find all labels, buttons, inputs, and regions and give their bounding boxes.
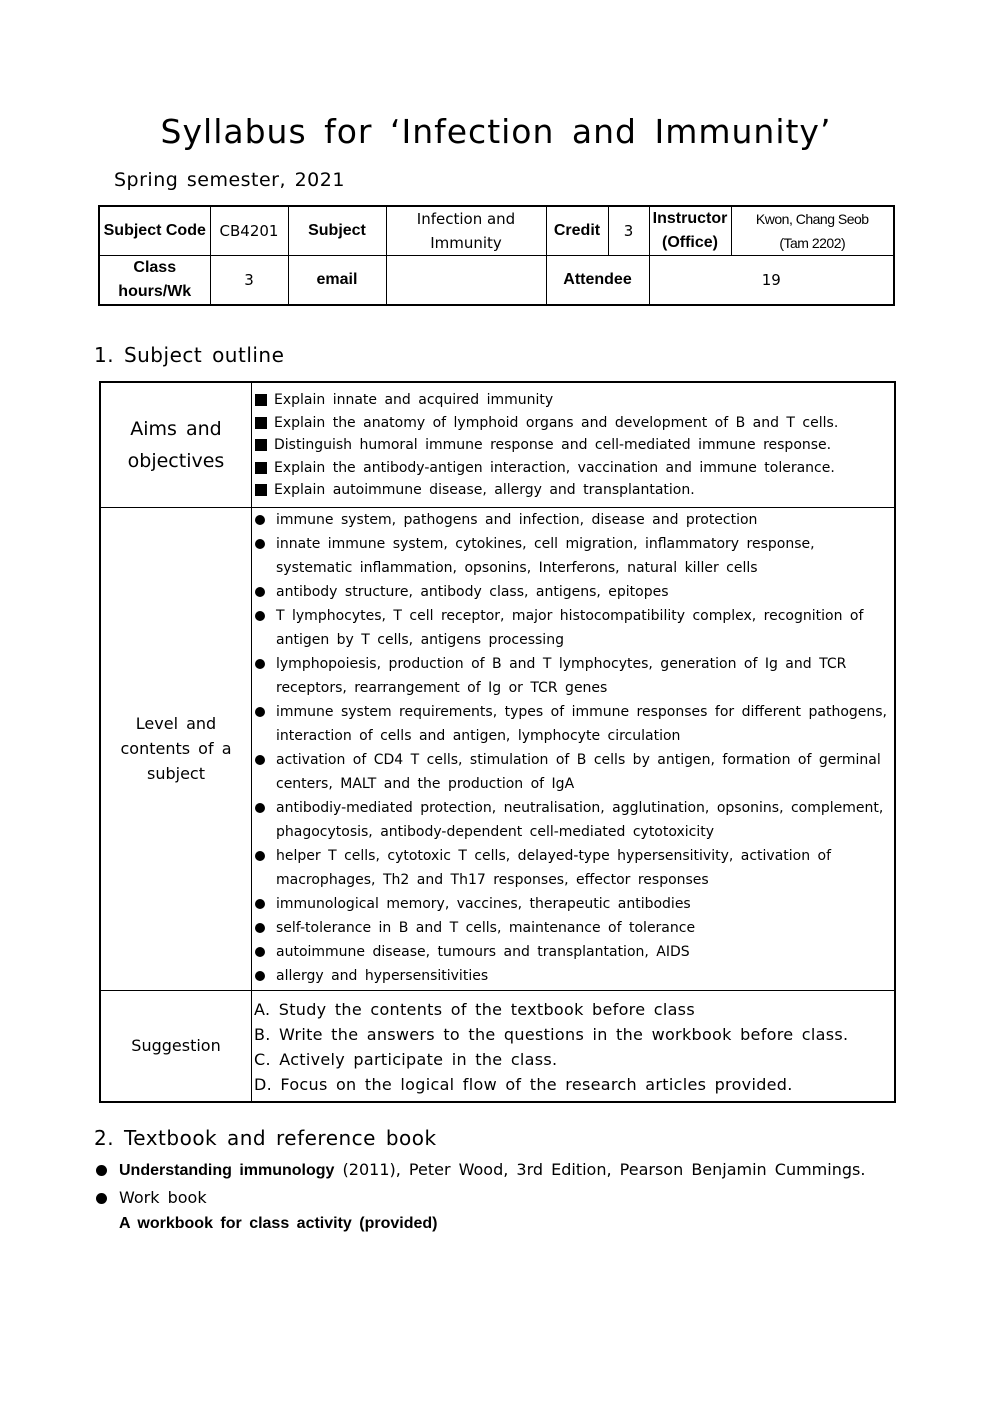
contents-cell [252, 507, 896, 990]
list-item: immunological memory, vaccines, therapeutic antibodies [252, 892, 890, 916]
list-item: immune system requirements, types of immune responses for different pathogens, interaction of cells and antigen, lymphocyte circulation [252, 700, 890, 748]
semester-label: Spring semester, 2021 [114, 169, 345, 191]
page-title: Syllabus for ‘Infection and Immunity’ [160, 112, 832, 151]
list-item: self-tolerance in B and T cells, maintenance of tolerance [252, 916, 890, 940]
reference-list [94, 1157, 914, 1238]
workbook-item [94, 1185, 914, 1212]
bullet-icon [96, 1165, 107, 1176]
instructor-label: Instructor (Office) [649, 206, 731, 256]
aims-label [100, 382, 252, 507]
list-item: lymphopoiesis, production of B and T lymphocytes, generation of Ig and TCR receptors, rearrangement of Ig or TCR genes [252, 652, 890, 700]
subject-value: Infection and Immunity [386, 206, 546, 256]
course-info-table [98, 205, 895, 306]
list-item: innate immune system, cytokines, cell migration, inflammatory response, systematic inflammation, opsonins, Interferons, natural killer cells [252, 532, 890, 580]
credit-value: 3 [608, 206, 649, 256]
contents-label-text: Level and contents of a subject [120, 714, 232, 783]
contents-label [100, 507, 252, 990]
workbook-label: Work book [119, 1187, 207, 1207]
contents-list [252, 508, 894, 990]
list-item: A. Study the contents of the textbook before class [254, 999, 695, 1019]
list-item: allergy and hypersensitivities [252, 964, 890, 988]
list-item: Explain the anatomy of lymphoid organs and development of B and T cells. [252, 412, 894, 435]
list-item: activation of CD4 T cells, stimulation of B cells by antigen, formation of germinal centers, MALT and the production of IgA [252, 748, 890, 796]
workbook-description: A workbook for class activity (provided) [119, 1215, 438, 1232]
list-item: immune system, pathogens and infection, disease and protection [252, 508, 890, 532]
list-item: C. Actively participate in the class. [254, 1049, 558, 1069]
subject-outline-table [99, 381, 896, 1103]
aims-label-text: Aims and objectives [127, 417, 225, 472]
subject-code-label: Subject Code [99, 206, 210, 256]
textbook-title: Understanding immunology [119, 1162, 335, 1179]
attendee-label: Attendee [546, 256, 649, 306]
suggestion-list [252, 991, 894, 1101]
suggestion-label: Suggestion [100, 990, 252, 1102]
list-item: antibodiy-mediated protection, neutralisation, agglutination, opsonins, complement, phagocytosis, antibody-dependent cell-mediated cytotoxicity [252, 796, 890, 844]
list-item: B. Write the answers to the questions in the workbook before class. [254, 1024, 849, 1044]
list-item: Explain autoimmune disease, allergy and transplantation. [252, 479, 894, 502]
list-item: D. Focus on the logical flow of the research articles provided. [254, 1074, 793, 1094]
email-label: email [288, 256, 386, 306]
list-item: T lymphocytes, T cell receptor, major histocompatibility complex, recognition of antigen by T cells, antigens processing [252, 604, 890, 652]
suggestion-cell [252, 990, 896, 1102]
list-item: Distinguish humoral immune response and cell-mediated immune response. [252, 434, 894, 457]
list-item: helper T cells, cytotoxic T cells, delayed-type hypersensitivity, activation of macrophages, Th2 and Th17 responses, effector responses [252, 844, 890, 892]
section-heading-outline: 1. Subject outline [94, 343, 285, 367]
textbook-item [94, 1157, 914, 1185]
aims-list [252, 383, 894, 507]
textbook-details: (2011), Peter Wood, 3rd Edition, Pearson Benjamin Cummings. [334, 1160, 866, 1179]
attendee-value: 19 [649, 256, 894, 306]
subject-label: Subject [288, 206, 386, 256]
list-item: Explain the antibody-antigen interaction, vaccination and immune tolerance. [252, 457, 894, 480]
section-heading-textbook: 2. Textbook and reference book [94, 1126, 437, 1150]
class-hours-label: Class hours/Wk [99, 256, 210, 306]
class-hours-value: 3 [210, 256, 288, 306]
list-item: antibody structure, antibody class, antigens, epitopes [252, 580, 890, 604]
email-value [386, 256, 546, 306]
subject-code-value: CB4201 [210, 206, 288, 256]
instructor-value: Kwon, Chang Seob (Tam 2202) [731, 206, 894, 256]
list-item: Explain innate and acquired immunity [252, 389, 894, 412]
credit-label: Credit [546, 206, 608, 256]
aims-cell [252, 382, 896, 507]
list-item: autoimmune disease, tumours and transplantation, AIDS [252, 940, 890, 964]
bullet-icon [96, 1193, 107, 1204]
